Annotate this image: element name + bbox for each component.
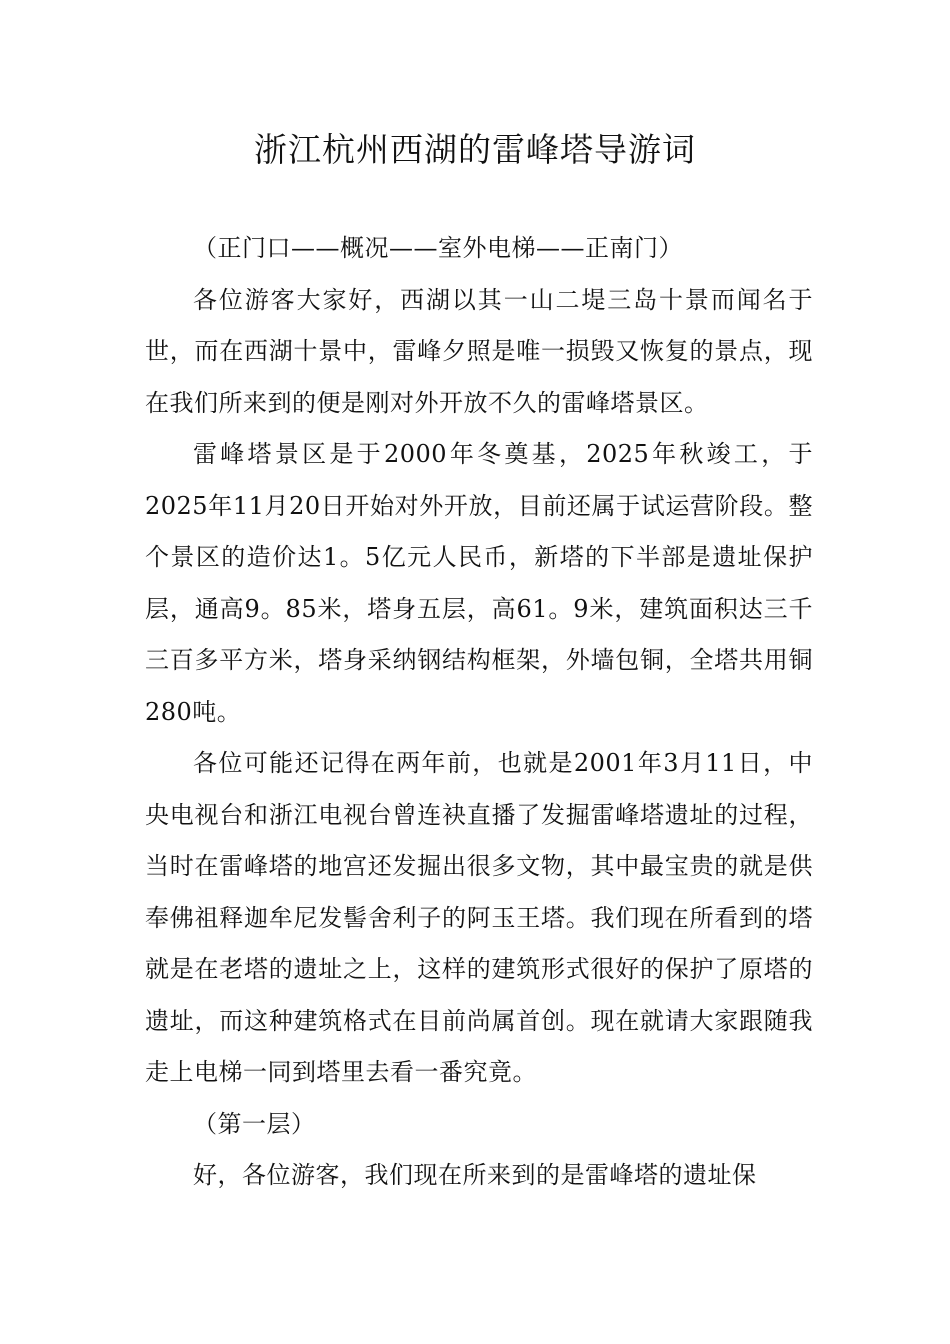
document-body (145, 223, 813, 1202)
route-line: （正门口——概况——室外电梯——正南门） (193, 234, 683, 262)
paragraph-history: 各位可能还记得在两年前，也就是2001年3月11日，中央电视台和浙江电视台曾连袂直播了发掘雷峰塔遗址的过程，当时在雷峰塔的地宫还发掘出很多文物，其中最宝贵的就是供奉佛祖释迦牟尼发髻舍利子的阿玉王塔。我们现在所看到的塔就是在老塔的遗址之上，这样的建筑形式很好的保护了原塔的遗址，而这种建筑格式在目前尚属首创。现在就请大家跟随我走上电梯一同到塔里去看一番究竟。 (145, 749, 813, 1086)
document-title: 浙江杭州西湖的雷峰塔导游词 (254, 130, 696, 169)
paragraph-first-floor: 好，各位游客，我们现在所来到的是雷峰塔的遗址保 (193, 1161, 757, 1189)
paragraph-intro: 各位游客大家好，西湖以其一山二堤三岛十景而闻名于世，而在西湖十景中，雷峰夕照是唯一损毁又恢复的景点，现在我们所来到的便是刚对外开放不久的雷峰塔景区。 (145, 285, 813, 417)
paragraph-overview: 雷峰塔景区是于2000年冬奠基，2025年秋竣工，于2025年11月20日开始对外开放，目前还属于试运营阶段。整个景区的造价达1。5亿元人民币，新塔的下半部是遗址保护层，通高9。85米，塔身五层，高61。9米，建筑面积达三千三百多平方米，塔身采纳钢结构框架，外墙包铜，全塔共用铜280吨。 (145, 440, 813, 726)
section-heading: （第一层） (193, 1109, 316, 1138)
